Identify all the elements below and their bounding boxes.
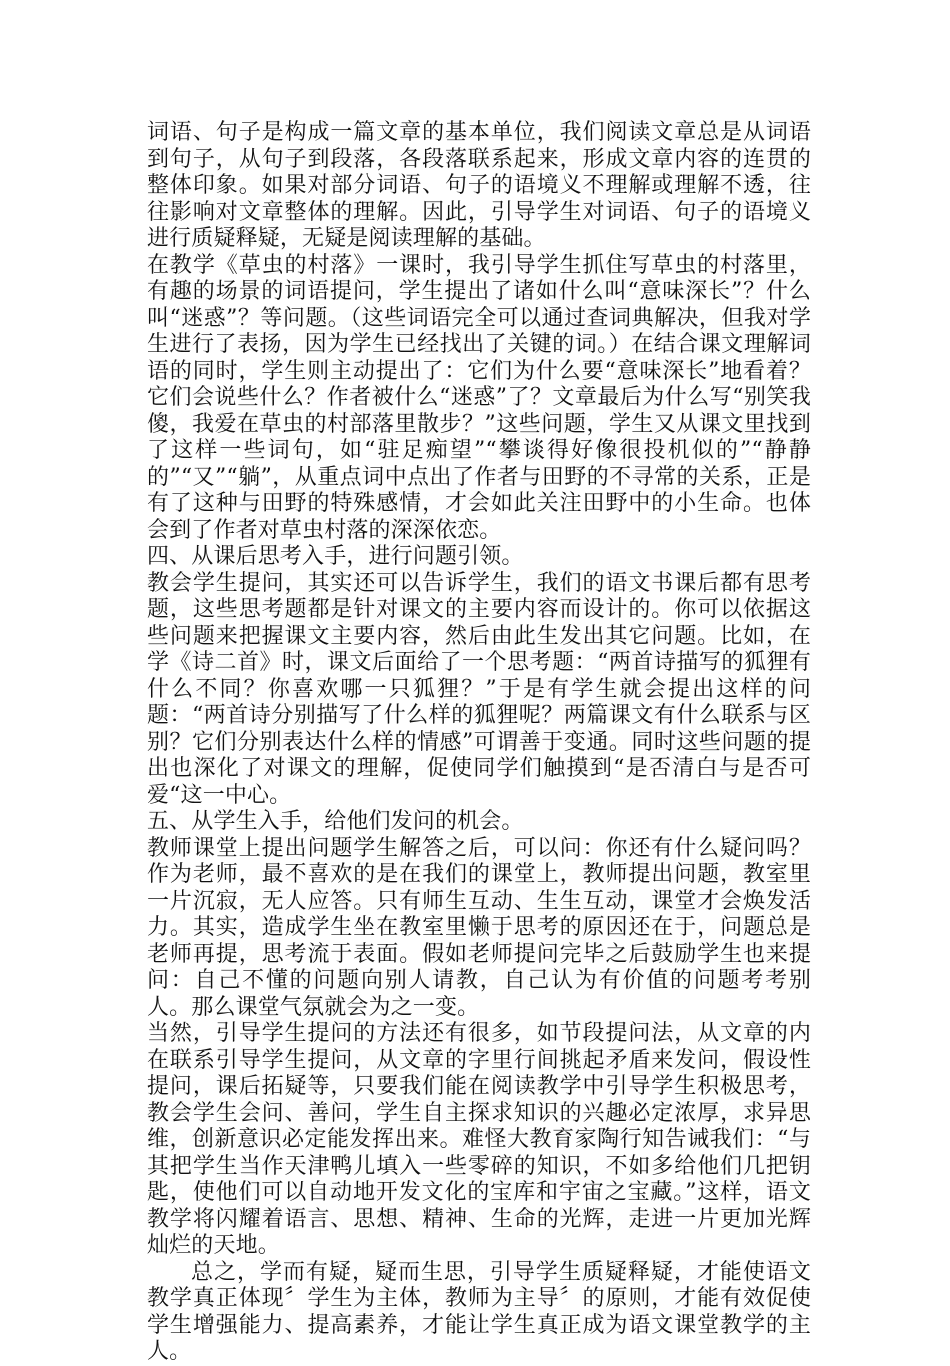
paragraph-student-questions: 教师课堂上提出问题学生解答之后，可以问：你还有什么疑问吗？作为老师，最不喜欢的是在我们的课堂上，教师提出问题，教室里一片沉寂，无人应答。只有师生互动、生生互动，课堂才会焕发活力。其实，造成学生坐在教室里懒于思考的原因还在于，问题总是老师再提，思考流于表面。假如老师提问完毕之后鼓励学生也来提问：自己不懂的问题向别人请教，自己认为有价值的问题考考别人。那么课堂气氛就会为之一变。	[147, 835, 811, 1020]
paragraph-after-class-questions: 教会学生提问，其实还可以告诉学生，我们的语文书课后都有思考题，这些思考题都是针对课文的主要内容而设计的。你可以依据这些问题来把握课文主要内容，然后由此生发出其它问题。比如，在学《诗二首》时，课文后面给了一个思考题：“两首诗描写的狐狸有什么不同？你喜欢哪一只狐狸？”于是有学生就会提出这样的问题：“两首诗分别描写了什么样的狐狸呢？两篇课文有什么联系与区别？它们分别表达什么样的情感”可谓善于变通。同时这些问题的提出也深化了对课文的理解，促使同学们触摸到“是否清白与是否可爱“这一中心。	[147, 570, 811, 808]
paragraph-conclusion: 总之，学而有疑，疑而生思，引导学生质疑释疑，才能使语文教学真正体现〞学生为主体，教师为主导〞的原则，才能有效促使学生增强能力、提高素养，才能让学生真正成为语文课堂教学的主人。	[147, 1259, 811, 1364]
paragraph-questioning-methods: 当然，引导学生提问的方法还有很多，如节段提问法，从文章的内在联系引导学生提问，从文章的字里行间挑起矛盾来发问，假设性提问，课后拓疑等，只要我们能在阅读教学中引导学生积极思考，教会学生会问、善问，学生自主探求知识的兴趣必定浓厚，求异思维，创新意识必定能发挥出来。难怪大教育家陶行知告诫我们：“与其把学生当作天津鸭儿填入一些零碎的知识，不如多给他们几把钥匙，使他们可以自动地开发文化的宝库和宇宙之宝藏。”这样，语文教学将闪耀着语言、思想、精神、生命的光辉，走进一片更加光辉灿烂的天地。	[147, 1021, 811, 1258]
section-heading-five: 五、从学生入手，给他们发问的机会。	[147, 809, 524, 834]
paragraph-vocabulary-foundation: 词语、句子是构成一篇文章的基本单位，我们阅读文章总是从词语到句子，从句子到段落，各段落联系起来，形成文章内容的连贯的整体印象。如果对部分词语、句子的语境义不理解或理解不透，往往影响对文章整体的理解。因此，引导学生对词语、句子的语境义进行质疑释疑，无疑是阅读理解的基础。	[147, 120, 811, 251]
document-body	[147, 120, 811, 1366]
paragraph-caochong-example: 在教学《草虫的村落》一课时，我引导学生抓住写草虫的村落里，有趣的场景的词语提问，学生提出了诸如什么叫“意味深长”？什么叫“迷惑”？等问题。（这些词语完全可以通过查词典解决，但我对学生进行了表扬，因为学生已经找出了关键的词。）在结合课文理解词语的同时，学生则主动提出了：它们为什么要“意味深长”地看着？它们会说些什么？作者被什么“迷惑”了？文章最后为什么写“别笑我傻，我爱在草虫的村部落里散步？”这些问题，学生又从课文里找到了这样一些词句，如“驻足痴望”“攀谈得好像很投机似的”“静静的”“又”“躺”，从重点词中点出了作者与田野的不寻常的关系，正是有了这种与田野的特殊感情，才会如此关注田野中的小生命。也体会到了作者对草虫村落的深深依恋。	[147, 252, 811, 543]
section-heading-four: 四、从课后思考入手，进行问题引领。	[147, 544, 524, 569]
